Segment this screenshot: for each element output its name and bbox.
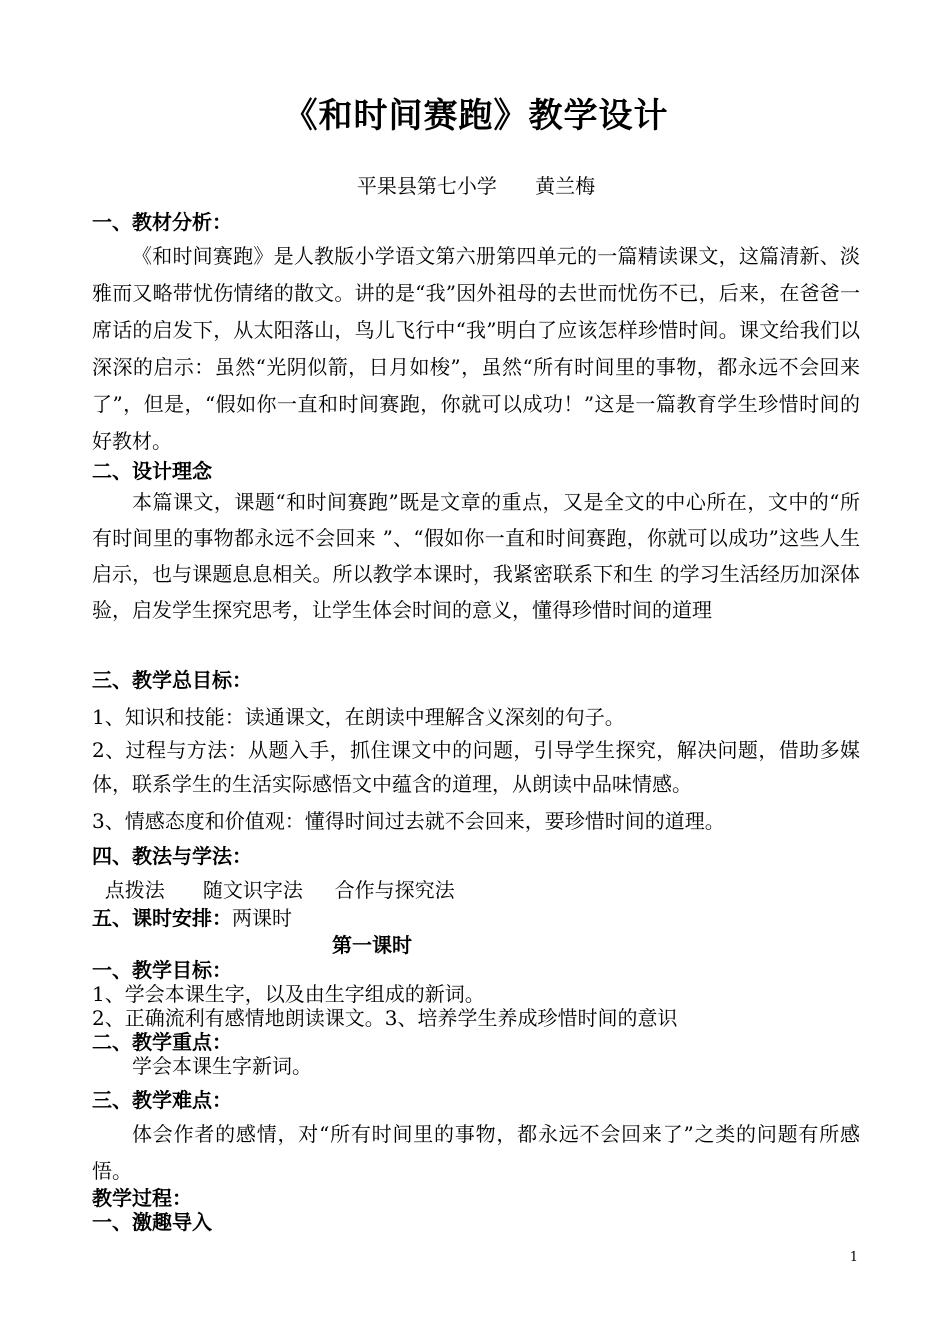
goal-item-3: 3、情感态度和价值观：懂得时间过去就不会回来，要珍惜时间的道理。 [92,809,725,833]
section-heading-concept: 二、设计理念 [92,459,212,483]
page-number: 1 [849,1250,858,1265]
section-heading-materials: 一、教材分析： [92,210,232,234]
schedule-value: 两课时 [232,906,292,930]
key-point-heading: 二、教学重点： [92,1030,232,1054]
author-line: 平果县第七小学 黄兰梅 [356,174,596,198]
lesson-goal-1: 1、学会本课生字，以及由生字组成的新词。 [92,982,485,1006]
process-step-1: 一、激趣导入 [92,1210,212,1234]
goal-item-1: 1、知识和技能：读通课文，在朗读中理解含义深刻的句子。 [92,705,625,729]
difficulty-body: 体会作者的感情，对“所有时间里的事物，都永远不会回来了”之类的问题有所感悟。 [92,1122,860,1183]
lesson-heading: 第一课时 [332,933,412,957]
schedule-label: 五、课时安排： [92,906,232,930]
document-title: 《和时间赛跑》教学设计 [283,96,669,136]
goal-item-2: 2、过程与方法：从题入手，抓住课文中的问题，引导学生探究，解决问题，借助多媒体，联系学生的生活实际感悟文中蕴含的道理，从朗读中品味情感。 [92,738,860,796]
key-point-body: 学会本课生字新词。 [132,1054,312,1078]
lesson-goal-heading: 一、教学目标： [92,958,232,982]
lesson-goal-2: 2、正确流利有感情地朗读课文。3、培养学生养成珍惜时间的意识 [92,1006,678,1030]
section-heading-goals: 三、教学总目标： [92,668,252,692]
methods-line: 点拨法 随文识字法 合作与探究法 [92,878,455,902]
process-heading: 教学过程： [92,1186,192,1210]
difficulty-heading: 三、教学难点： [92,1088,232,1112]
concept-paragraph: 本篇课文，课题“和时间赛跑”既是文章的重点，又是全文的中心所在，文中的“所有时间里的事物都永远不会回来 ”、“假如你一直和时间赛跑，你就可以成功”这些人生启示，也与课题息息相关。所以教学本课时，我紧密联系下和生 的学习生活经历加深体验，启发学生探究思考，让学生体会时间的意义，懂得珍惜时间的道理 [92,490,860,622]
materials-paragraph: 《和时间赛跑》是人教版小学语文第六册第四单元的一篇精读课文，这篇清新、淡雅而又略带忧伤情绪的散文。讲的是“我”因外祖母的去世而忧伤不已，后来，在爸爸一席话的启发下，从太阳落山，鸟儿飞行中“我”明白了应该怎样珍惜时间。课文给我们以深深的启示：虽然“光阴似箭，日月如梭”，虽然“所有时间里的事物，都永远不会回来了”，但是，“假如你一直和时间赛跑，你就可以成功！”这是一篇教育学生珍惜时间的好教材。 [92,244,860,453]
section-heading-methods: 四、教法与学法： [92,844,252,868]
section-heading-schedule [92,902,292,931]
